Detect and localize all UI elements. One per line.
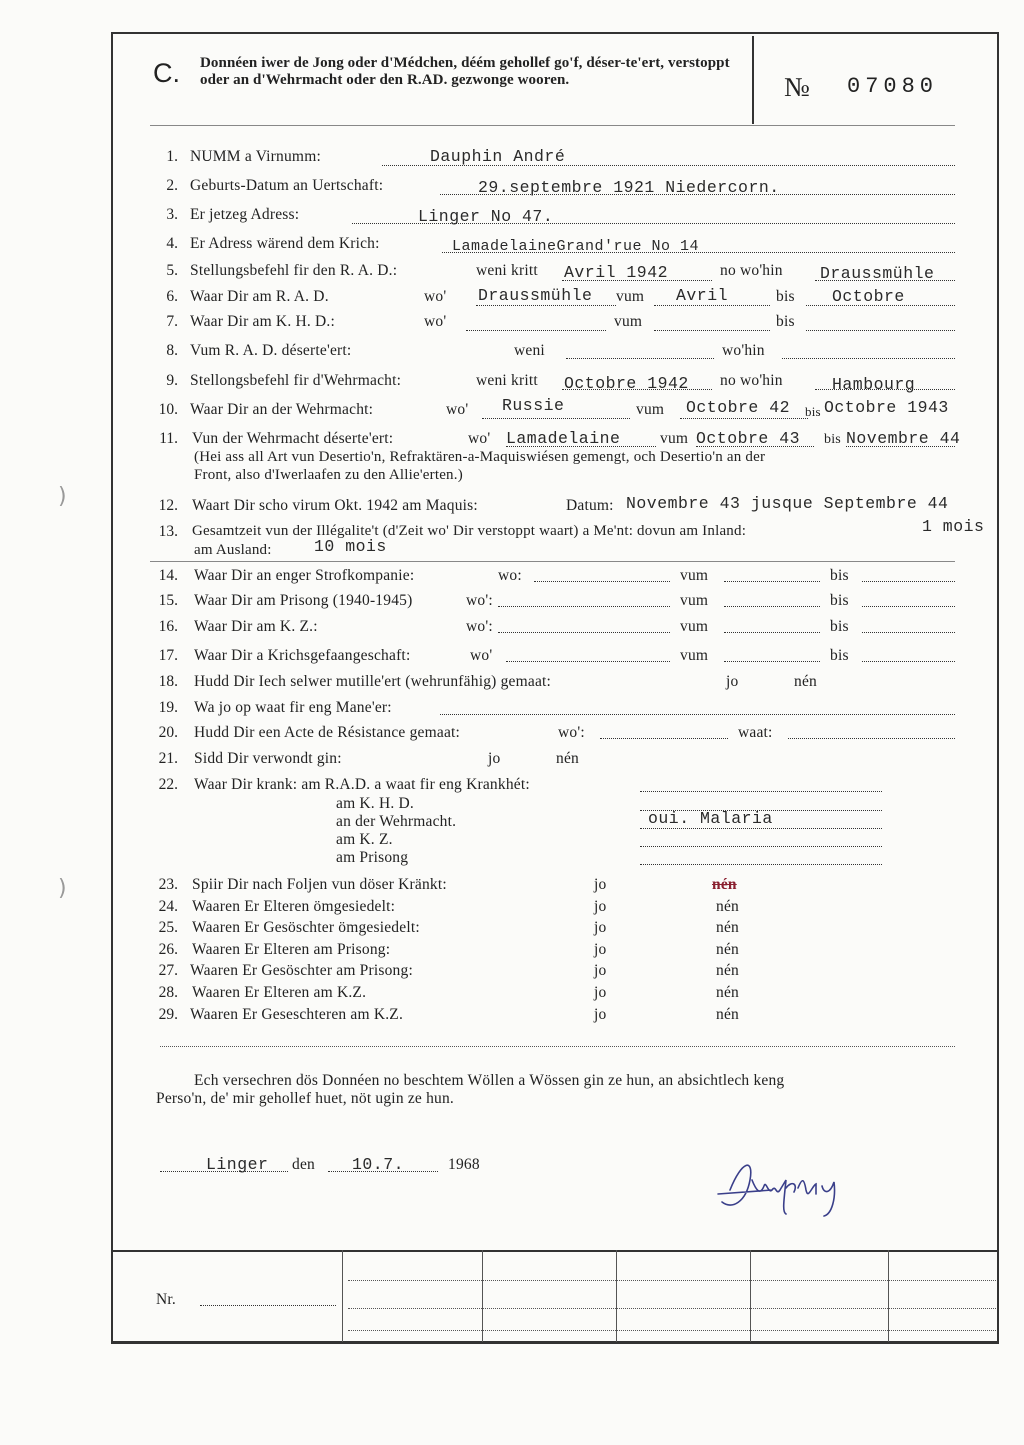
row-number: 15.	[158, 592, 178, 609]
label-weni-kritt: weni kritt	[476, 372, 538, 389]
form-header-text: Donnéen iwer de Jong oder d'Médchen, déém gehollef go'f, déser-te'ert, verstoppt oder an d'Wehrmacht oder den R.AD. gezwonge wooren.	[200, 55, 730, 88]
label-vum: vum	[680, 567, 709, 584]
row-number: 20.	[158, 724, 178, 741]
header-rule	[150, 125, 955, 126]
option-jo: jo	[594, 898, 607, 915]
typed-date: 10.7.	[352, 1155, 405, 1174]
declaration-line-1: Ech versechren dös Donnéen no beschtem Wöllen a Wössen gin ze hun, an absichtlech keng	[194, 1072, 785, 1089]
grid-divider	[482, 1250, 483, 1342]
fill-line	[724, 632, 820, 633]
typed-rad-from: Avril	[676, 286, 729, 305]
option-jo: jo	[594, 962, 607, 979]
field-label-siblings-prison: Waaren Er Gesöschter am Prisong:	[190, 962, 413, 979]
option-nen: nén	[556, 750, 579, 767]
row-number: 4.	[166, 235, 178, 252]
grid-divider	[616, 1250, 617, 1342]
row-number: 11.	[159, 430, 178, 447]
label-vum: vum	[660, 430, 689, 447]
declaration-line-2: Perso'n, de' mir gehollef huet, nöt ugin ze hun.	[156, 1090, 454, 1107]
label-weni-kritt: weni kritt	[476, 262, 538, 279]
label-bis: bis	[830, 567, 849, 584]
fill-line	[498, 632, 670, 633]
label-bis: bis	[824, 432, 841, 447]
row-number: 27.	[158, 962, 178, 979]
field-label-war-address: Er Adress wärend dem Krich:	[190, 235, 380, 252]
typed-rad-order-place: Draussmühle	[820, 264, 935, 283]
fill-line	[862, 606, 955, 607]
field-label-birth: Geburts-Datum an Uertschaft:	[190, 177, 384, 194]
field-label-manner: Wa jo op waat fir eng Mane'er:	[194, 699, 392, 716]
fill-line	[466, 330, 606, 331]
option-nen: nén	[716, 962, 739, 979]
option-nen: nén	[716, 1006, 739, 1023]
typed-war-address: LamadelaineGrand'rue No 14	[452, 238, 700, 255]
typed-place: Linger	[206, 1155, 269, 1174]
field-label-pow: Waar Dir a Krichsgefaangeschaft:	[194, 647, 411, 664]
grid-divider	[888, 1250, 889, 1342]
field-label-self-mutilation: Hudd Dir Iech selwer mutille'ert (wehrunfähig) gemaat:	[194, 673, 552, 690]
punch-hole-mark: )	[58, 876, 67, 901]
printed-year: 1968	[448, 1156, 480, 1173]
label-wo: wo'	[424, 313, 447, 330]
section-rule	[150, 561, 955, 562]
label-no-wohin: no wo'hin	[720, 372, 783, 389]
option-jo: jo	[594, 984, 607, 1001]
label-datum: Datum:	[566, 497, 614, 514]
fill-line	[640, 791, 882, 792]
fill-line	[680, 418, 808, 419]
fill-line	[654, 330, 770, 331]
fill-line	[654, 305, 770, 306]
label-no-wohin: no wo'hin	[720, 262, 783, 279]
field-label-kz: Waar Dir am K. Z.:	[194, 618, 318, 635]
note-desertion-2: Front, also d'Iwerlaafen zu den Allie'erten.)	[194, 467, 463, 483]
label-wo: wo'	[446, 401, 469, 418]
note-desertion: (Hei ass all Art vun Desertio'n, Refraktären-a-Maquiswiésen gemengt, och Desertio'n an der	[194, 449, 766, 465]
section-rule	[160, 1046, 955, 1047]
nr-label: Nr.	[156, 1291, 176, 1308]
field-label-khd: Waar Dir am K. H. D.:	[190, 313, 335, 330]
option-nen-struck: nén	[712, 876, 737, 893]
row-number: 23.	[158, 876, 178, 893]
row-number: 29.	[158, 1006, 178, 1023]
punch-hole-mark: )	[58, 484, 67, 509]
field-label-parents-prison: Waaren Er Elteren am Prisong:	[192, 941, 391, 958]
row-number: 24.	[158, 898, 178, 915]
fill-line	[724, 581, 820, 582]
field-label-rad: Waar Dir am R. A. D.	[190, 288, 329, 305]
fill-line	[640, 846, 882, 847]
row-number: 10.	[158, 401, 178, 418]
field-label-address: Er jetzeg Adress:	[190, 206, 300, 223]
option-jo: jo	[488, 750, 501, 767]
typed-maquis-date: Novembre 43 jusque Septembre 44	[626, 494, 949, 513]
field-label-name: NUMM a Virnumm:	[190, 148, 321, 165]
field-label-rad-desert: Vum R. A. D. déserte'ert:	[190, 342, 352, 359]
label-vum: vum	[680, 647, 709, 664]
field-label-parents-kz: Waaren Er Elteren am K.Z.	[192, 984, 367, 1001]
section-letter: C.	[153, 58, 180, 88]
row-number: 12.	[158, 497, 178, 514]
option-nen: nén	[716, 898, 739, 915]
fill-line	[724, 661, 820, 662]
row-number: 17.	[158, 647, 178, 664]
option-jo: jo	[594, 919, 607, 936]
option-jo: jo	[594, 941, 607, 958]
field-label-wounded: Sidd Dir verwondt gin:	[194, 750, 342, 767]
numero-sign: №	[784, 72, 810, 102]
label-wo: wo'	[470, 647, 493, 664]
row-number: 19.	[158, 699, 178, 716]
label-wo: wo':	[466, 592, 493, 609]
option-jo: jo	[726, 673, 739, 690]
fill-line	[862, 661, 955, 662]
label-bis: bis	[776, 313, 795, 330]
office-grid-top-rule	[111, 1250, 999, 1252]
row-number: 22.	[158, 776, 178, 793]
fill-line	[440, 714, 955, 715]
typed-wehrmacht-to: Octobre 1943	[824, 398, 949, 417]
label-wohin: wo'hin	[722, 342, 765, 359]
fill-line	[862, 632, 955, 633]
grid-divider	[750, 1250, 751, 1342]
typed-desert-place: Lamadelaine	[506, 429, 621, 448]
row-number: 1.	[166, 148, 178, 165]
fill-line	[788, 738, 955, 739]
typed-name: Dauphin André	[430, 147, 566, 166]
label-vum: vum	[614, 313, 643, 330]
typed-wehrmacht-from: Octobre 42	[686, 398, 791, 417]
field-label-resistance: Hudd Dir een Acte de Résistance gemaat:	[194, 724, 461, 741]
label-bis: bis	[830, 647, 849, 664]
row-number: 2.	[166, 177, 178, 194]
fill-line	[476, 305, 616, 306]
typed-illegality-inland: 1 mois	[922, 517, 985, 536]
row-number: 16.	[158, 618, 178, 635]
row-number: 28.	[158, 984, 178, 1001]
fill-line	[640, 828, 882, 829]
row-number: 9.	[166, 372, 178, 389]
fill-line	[534, 581, 670, 582]
fill-line	[506, 661, 670, 662]
row-number: 6.	[166, 288, 178, 305]
fill-line	[200, 1305, 336, 1306]
row-number: 21.	[158, 750, 178, 767]
typed-wehrmacht-order-date: Octobre 1942	[564, 374, 689, 393]
field-label-consequences: Spiir Dir nach Foljen vun döser Kränkt:	[192, 876, 447, 893]
row-number: 25.	[158, 919, 178, 936]
label-weni: weni	[514, 342, 545, 359]
typed-illegality-abroad: 10 mois	[314, 537, 387, 556]
illness-sub-kz: am K. Z.	[336, 831, 393, 848]
illness-sub-khd: am K. H. D.	[336, 795, 414, 812]
field-label-penal-company: Waar Dir an enger Strofkompanie:	[194, 567, 415, 584]
fill-line	[482, 418, 630, 419]
grid-divider	[342, 1250, 343, 1342]
field-label-abroad: am Ausland:	[194, 542, 272, 558]
field-label-illness: Waar Dir krank: am R.A.D. a waat fir eng Krankhét:	[194, 776, 530, 793]
row-number: 13.	[158, 523, 178, 540]
label-vum: vum	[680, 618, 709, 635]
row-number: 5.	[166, 262, 178, 279]
label-bis: bis	[830, 618, 849, 635]
fill-line	[806, 330, 955, 331]
option-nen: nén	[716, 941, 739, 958]
option-nen: nén	[716, 984, 739, 1001]
label-wo: wo:	[498, 567, 522, 584]
typed-address: Linger No 47.	[418, 207, 554, 226]
grid-line	[348, 1308, 996, 1309]
typed-desert-from: Octobre 43	[696, 429, 801, 448]
label-den: den	[292, 1156, 315, 1173]
row-number: 7.	[166, 313, 178, 330]
fill-line	[600, 738, 728, 739]
fill-line	[782, 358, 955, 359]
typed-wehrmacht-order-place: Hambourg	[832, 375, 916, 394]
label-vum: vum	[680, 592, 709, 609]
form-number: 07080	[847, 74, 939, 99]
fill-line	[862, 581, 955, 582]
field-label-illegality: Gesamtzeit vun der Illégalite't (d'Zeit wo' Dir verstoppt waart) a Me'nt: dovun am Inland:	[192, 523, 747, 539]
row-number: 3.	[166, 206, 178, 223]
label-wo: wo':	[466, 618, 493, 635]
field-label-siblings-kz: Waaren Er Geseschteren am K.Z.	[190, 1006, 404, 1023]
fill-line	[724, 606, 820, 607]
field-label-prison: Waar Dir am Prisong (1940-1945)	[194, 592, 413, 609]
field-label-maquis: Waart Dir scho virum Okt. 1942 am Maquis:	[192, 497, 478, 514]
row-number: 26.	[158, 941, 178, 958]
grid-line	[348, 1330, 996, 1331]
typed-wehrmacht-place: Russie	[502, 396, 565, 415]
typed-birth: 29.septembre 1921 Niedercorn.	[478, 178, 780, 197]
label-bis: bis	[830, 592, 849, 609]
field-label-rad-order: Stellungsbefehl fir den R. A. D.:	[190, 262, 398, 279]
illness-sub-wehrmacht: an der Wehrmacht.	[336, 813, 457, 830]
label-bis: bis	[776, 288, 795, 305]
label-bis: bis	[805, 404, 821, 419]
field-label-wehrmacht-order: Stellongsbefehl fir d'Wehrmacht:	[190, 372, 402, 389]
option-jo: jo	[594, 1006, 607, 1023]
label-vum: vum	[636, 401, 665, 418]
label-wo: wo'	[468, 430, 491, 447]
field-label-wehrmacht: Waar Dir an der Wehrmacht:	[190, 401, 374, 418]
option-jo: jo	[594, 876, 607, 893]
fill-line	[566, 358, 714, 359]
row-number: 14.	[158, 567, 178, 584]
typed-rad-order-date: Avril 1942	[564, 263, 669, 282]
field-label-parents-resettled: Waaren Er Elteren ömgesiedelt:	[192, 898, 396, 915]
label-wo: wo':	[558, 724, 585, 741]
row-number: 8.	[166, 342, 178, 359]
grid-line	[348, 1280, 996, 1281]
header-divider	[752, 36, 754, 124]
signature-image	[712, 1150, 862, 1220]
typed-rad-to: Octobre	[832, 287, 905, 306]
option-nen: nén	[794, 673, 817, 690]
typed-rad-place: Draussmühle	[478, 286, 593, 305]
fill-line	[640, 864, 882, 865]
row-number: 18.	[158, 673, 178, 690]
label-vum: vum	[616, 288, 645, 305]
typed-illness: oui. Malaria	[648, 809, 773, 828]
option-nen: nén	[716, 919, 739, 936]
illness-sub-prison: am Prisong	[336, 849, 409, 866]
fill-line	[498, 606, 670, 607]
field-label-siblings-resettled: Waaren Er Gesöschter ömgesiedelt:	[192, 919, 420, 936]
label-wo: wo'	[424, 288, 447, 305]
typed-desert-to: Novembre 44	[846, 429, 961, 448]
label-waat: waat:	[738, 724, 773, 741]
field-label-wehrmacht-desert: Vun der Wehrmacht déserte'ert:	[192, 430, 394, 447]
